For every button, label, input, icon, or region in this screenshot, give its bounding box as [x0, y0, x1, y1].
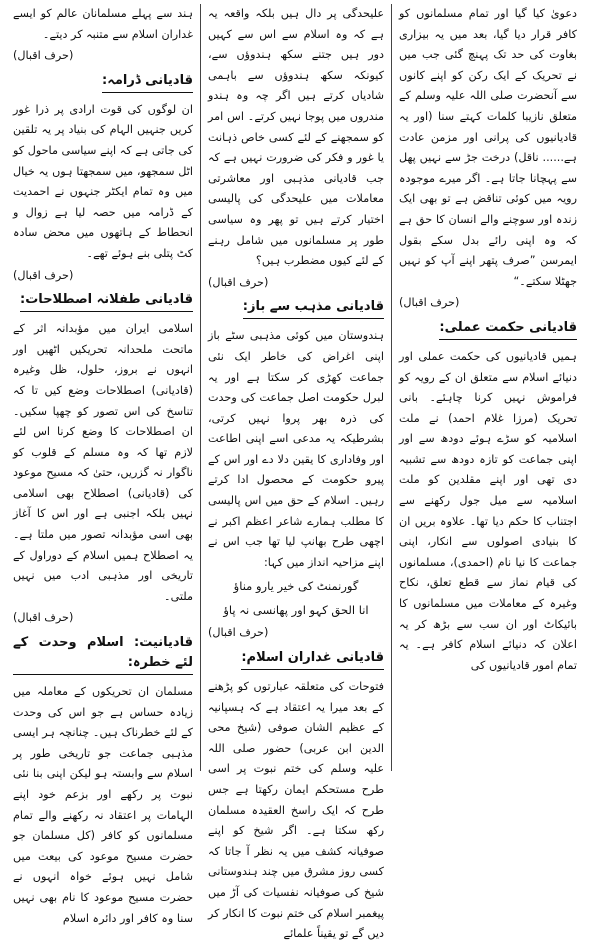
body-paragraph: فتوحات کی متعلقہ عبارتوں کو پڑھنے کے بعد میرا یہ اعتقاد ہے کہ ہسپانیہ کے عظیم الشان صوفی (شیخ محی الدین ابن عربی) حضور صلی اللہ علیہ وسلم کی ختم نبوت پر اسی طرح مستحکم ایمان رکھتا ہے جس طرح کہ ایک راسخ العقیدہ مسلمان رکھ سکتا ہے۔ اگر شیخ کو اپنے صوفیانہ کشف میں یہ نظر آ جاتا کہ کسی روز مشرق میں چند ہندوستانی شیخ کی صوفیانہ نفسیات کی آڑ میں پیغمبر اسلام کی ختم نبوت کا انکار کر دیں گے تو یقیناً علمائے — [208, 680, 384, 941]
body-paragraph: مسلمان ان تحریکوں کے معاملہ میں زیادہ حساس ہے جو اس کی وحدت کے لئے خطرناک ہیں۔ چنانچہ ہر ایسی مذہبی جماعت جو تاریخی طور پر اسلام سے وابستہ ہو لیکن اپنی بنا نئی نبوت پر رکھے اور بزعم خود اپنے الہامات پر اعتقاد نہ رکھنے والے تمام مسلمانوں کو کافر (کل مسلمان جو حضرت مسیح موعود کی بیعت میں شامل نہیں ہوئے خواہ انہوں نے حضرت مسیح موعود کا نام بھی نہیں سنا وہ کافر اور دائرہ اسلام — [13, 685, 193, 925]
source-citation — [399, 293, 577, 314]
source-citation-text: (حرف اقبال) — [13, 268, 74, 282]
column-middle — [200, 4, 392, 941]
source-citation — [208, 273, 384, 294]
source-citation — [13, 46, 193, 67]
source-citation-text: (حرف اقبال) — [13, 611, 74, 625]
column-right — [392, 4, 584, 771]
poetry-verse: گورنمنٹ کی خیر یارو مناؤ — [233, 579, 359, 594]
body-paragraph: علیحدگی پر دال ہیں بلکہ واقعہ یہ ہے کہ وہ اسلام سے اس سے کہیں دور ہیں جتنے سکھ ہندوؤں سے، کیونکہ سکھ ہندوؤں سے باہمی شادیاں کرتے ہیں اگر چہ وہ ہندو مندروں میں پوجا نہیں کرتے۔ اس امر کو سمجھنے کے لئے کسی خاص ذہانت یا غور و فکر کی ضرورت نہیں ہے کہ جب قادیانی مذہبی اور معاشرتی معاملات میں علیحدگی کی پالیسی اختیار کرتے ہیں تو پھر وہ سیاسی طور پر مسلمانوں میں شامل رہنے کے لئے کیوں مضطرب ہیں؟ — [208, 7, 384, 268]
source-citation-text: (حرف اقبال) — [399, 296, 460, 310]
body-paragraph: دعویٰ کیا گیا اور تمام مسلمانوں کو کافر قرار دیا گیا، بعد میں یہ بیزاری بغاوت کی حد تک پہنچ گئی جب میں نے تحریک کے ایک رکن کو اپنے کانوں سے آنحضرت صلی اللہ علیہ وسلم کے متعلق نازیبا کلمات کہتے سنا (اور یہ قادیانیوں کی پرانی اور مزمن عادت ہے...... ناقل) درخت جڑ سے نہیں پھل سے پہچانا جاتا ہے۔ اگر میرے موجودہ رویہ میں کوئی تناقض ہے تو بھی ایک زندہ اور سوچنے والے انسان کا حق ہے کہ وہ اپنی رائے بدل سکے بقول ایمرسن ”صرف پتھر اپنے آپ کو نہیں جھٹلا سکتے۔“ — [399, 7, 577, 288]
section-heading-wrap — [208, 646, 384, 674]
section-heading: قادیانی ڈرامہ: — [102, 71, 193, 93]
source-citation — [13, 266, 193, 287]
section-heading-wrap — [13, 288, 193, 316]
source-citation-text: (حرف اقبال) — [13, 49, 74, 63]
poetry-verse: انا الحق کہو اور پھانسی نہ پاؤ — [223, 603, 369, 618]
source-citation — [208, 623, 384, 644]
body-paragraph: ہمیں قادیانیوں کی حکمت عملی اور دنیائے اسلام سے متعلق ان کے رویہ کو فراموش نہیں کرنا چاہئے۔ بانی تحریک (مرزا غلام احمد) نے ملت اسلامیہ کو سڑے ہوئے دودھ سے اور اپنی جماعت کو تازہ دودھ سے تشبیہ دی تھی اور اپنے مقلدین کو ملت اسلامیہ سے میل جول رکھنے سے اجتناب کا حکم دیا تھا۔ علاوہ بریں ان کا بنیادی اصولوں سے انکار، اپنی جماعت کا نیا نام (احمدی)، مسلمانوں کی قیام نماز سے قطع تعلق، نکاح وغیرہ کے معاملات میں مسلمانوں کا بائیکاٹ اور ان سب سے بڑھ کر یہ اعلان کہ دنیائے اسلام کافر ہے۔ یہ تمام امور قادیانیوں کی — [399, 349, 577, 672]
section-heading: قادیانی حکمت عملی: — [439, 318, 577, 340]
section-heading-wrap — [13, 631, 193, 679]
source-citation-text: (حرف اقبال) — [208, 626, 269, 640]
body-paragraph: ہند سے پہلے مسلمانان عالم کو ایسے غداران اسلام سے متنبہ کر دیتے۔ — [13, 7, 193, 41]
section-heading: قادیانیت: اسلام وحدت کے لئے خطرہ: — [13, 633, 193, 675]
section-heading-wrap — [208, 295, 384, 323]
column-left — [6, 4, 200, 925]
section-heading-wrap — [399, 316, 577, 344]
body-paragraph: ہندوستان میں کوئی مذہبی سٹے باز اپنی اغراض کی خاطر ایک نئی جماعت کھڑی کر سکتا ہے اور یہ لبرل حکومت اصل جماعت کی وحدت کی ذرہ بھر پروا نہیں کرتی، بشرطیکہ یہ مدعی اسے اپنی اطاعت اور وفاداری کا یقین دلا دے اور اس کے پیرو حکومت کے محصول ادا کرتے رہیں۔ اسلام کے حق میں اس پالیسی کا مطلب ہمارے شاعر اعظم اکبر نے اچھی طرح بھانپ لیا تھا جب اس نے اپنے مزاحیہ انداز میں کہا: — [208, 329, 384, 569]
section-heading: قادیانی مذہب سے باز: — [243, 297, 384, 319]
source-citation — [13, 608, 193, 629]
body-paragraph: اسلامی ایران میں مؤبدانہ اثر کے ماتحت ملحدانہ تحریکیں اٹھیں اور انہوں نے بروز، حلول، ظل وغیرہ (قادیانی) اصطلاحات وضع کیں تا کہ تناسخ کی اس تصور کو چھپا سکیں۔ ان اصطلاحات کا وضع کرنا اس لئے لازم تھا کہ وہ مسلم کے قلوب کو ناگوار نہ گزریں، حتیٰ کہ مسیح موعود کی (قادیانی) اصطلاح بھی اسلامی نہیں بلکہ اجنبی ہے اور اس کا آغاز بھی اسی مؤبدانہ تصور میں ملتا ہے۔ یہ اصطلاح ہمیں اسلام کے دوراول کے تاریخی اور مذہبی ادب میں نہیں ملتی۔ — [13, 322, 193, 603]
section-heading: قادیانی طفلانہ اصطلاحات: — [20, 290, 193, 312]
source-citation-text: (حرف اقبال) — [208, 275, 269, 289]
section-heading: قادیانی غداران اسلام: — [241, 648, 384, 670]
body-paragraph: ان لوگوں کی قوت ارادی پر ذرا غور کریں جنہیں الہام کی بنیاد پر یہ تلقین کی جاتی ہے کہ اپنے سیاسی ماحول کو اٹل سمجھو، میں سمجھتا ہوں یہ خیال میں وہ تمام ایکٹر جنہوں نے احمدیت کے ڈرامہ میں حصہ لیا ہے زوال و انحطاط کے ہاتھوں میں محض سادہ کٹ پتلی بنے ہوئے تھے۔ — [13, 102, 193, 260]
section-heading-wrap — [13, 69, 193, 97]
